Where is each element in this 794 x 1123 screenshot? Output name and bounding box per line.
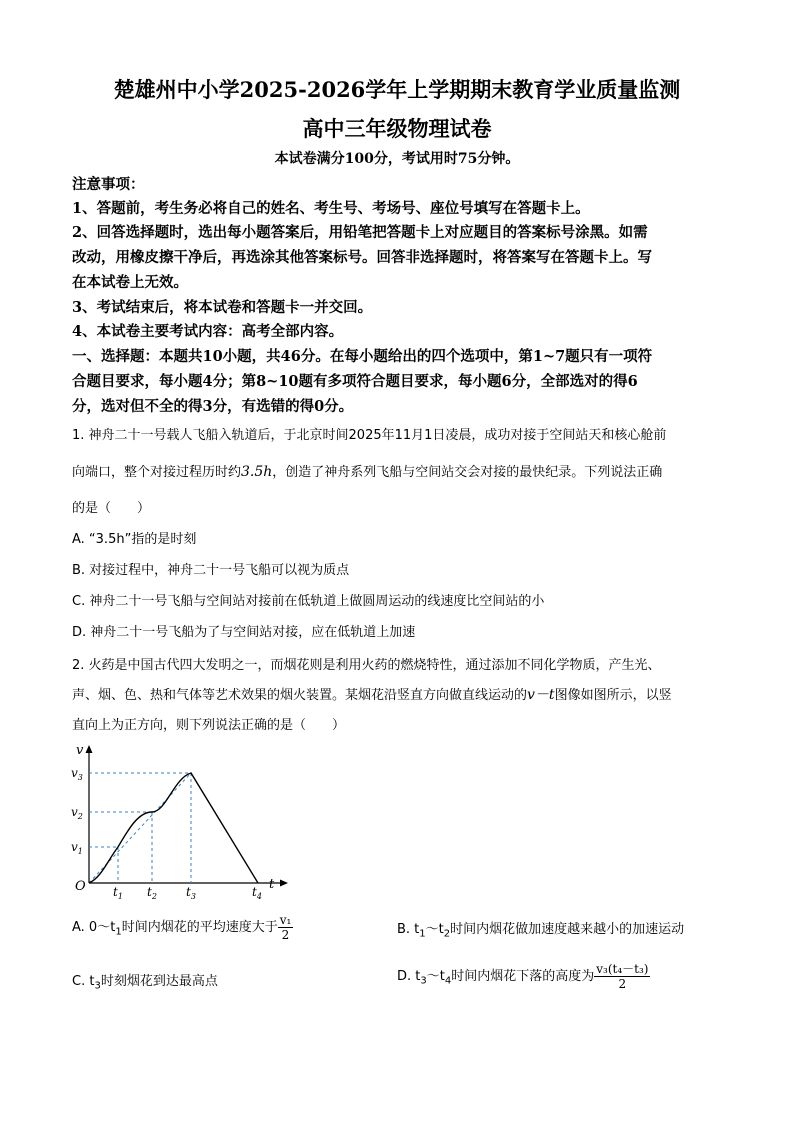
opt-d-text: D. t [397, 969, 421, 984]
v3-sub: 3 [77, 773, 83, 782]
t2-letter: t [147, 885, 152, 899]
q1-option-d: D. 神舟二十一号飞船为了与空间站对接，应在低轨道上加速 [72, 625, 416, 640]
guide-lines [89, 773, 191, 883]
v2-letter: v [71, 805, 78, 819]
q2-option-d [397, 962, 650, 991]
notes-heading: 注意事项： [72, 176, 145, 193]
q1-stem: 的是（ ） [72, 501, 151, 516]
fraction-v1-over-2 [278, 913, 294, 942]
t4-label [252, 885, 262, 900]
v-axis-arrow [86, 745, 93, 753]
section-instructions: 分，选对但不全的得3分，有选错的得0分。 [72, 398, 354, 415]
velocity-curve [89, 773, 258, 883]
q1-option-a: A. “3.5h”指的是时刻 [72, 532, 197, 547]
section-instructions: 一、选择题：本题共10小题，共46分。在每小题给出的四个选项中，第1~7题只有一项符 [72, 348, 653, 365]
q2-option-a [72, 913, 293, 942]
t3-letter: t [186, 885, 191, 899]
q2-stem: 2. 火药是中国古代四大发明之一，而烟花则是利用火药的燃烧特性，通过添加不同化学物质，产生光、 [72, 658, 661, 673]
frac-den: 2 [281, 928, 290, 942]
opt-d-sub1: 3 [420, 975, 427, 987]
t1-sub: 1 [117, 892, 123, 900]
note-line: 4、本试卷主要考试内容：高考全部内容。 [72, 323, 344, 340]
exam-title: 楚雄州中小学2025-2026学年上学期期末教育学业质量监测 [113, 77, 681, 102]
opt-a-sub: 1 [115, 926, 122, 938]
q2-option-b [397, 918, 684, 940]
opt-d-mid: ～t [426, 969, 445, 984]
note-line: 2、回答选择题时，选出每小题答案后，用铅笔把答题卡上对应题目的答案标号涂黑。如需 [72, 224, 648, 241]
q2-stem: 直向上为正方向，则下列说法正确的是（ ） [72, 718, 346, 733]
exam-subtitle: 高中三年级物理试卷 [302, 116, 492, 141]
opt-b-sub1: 1 [419, 928, 426, 940]
opt-b-text: B. t [397, 922, 420, 937]
v1-letter: v [71, 840, 78, 854]
note-line: 1、答题前，考生务必将自己的姓名、考生号、考场号、座位号填写在答题卡上。 [72, 200, 590, 217]
v3-label [71, 766, 83, 782]
q2-option-c [72, 970, 218, 992]
origin-label: O [75, 879, 86, 894]
opt-a-text2: 时间内烟花的平均速度大于 [121, 920, 278, 935]
frac-num: v₃(t₄－t₃) [596, 962, 649, 976]
opt-d-sub2: 4 [444, 975, 452, 987]
axis-v-label: v [76, 743, 84, 758]
q1-stem-part: ，创造了神舟系列飞船与空间站交会对接的最快纪录。下列说法正确 [272, 465, 663, 480]
t4-sub: 4 [256, 892, 262, 900]
q1-stem: 1. 神舟二十一号载人飞船入轨道后，于北京时间2025年11月1日凌晨，成功对接于空间站天和核心舱前 [72, 428, 667, 443]
opt-c-sub: 3 [94, 980, 101, 992]
fraction-height [594, 962, 650, 991]
q1-stem-part: 向端口，整个对接过程历时约 [72, 465, 242, 480]
v2-label [71, 805, 83, 821]
q1-option-b: B. 对接过程中，神舟二十一号飞船可以视为质点 [72, 563, 350, 578]
opt-c-text2: 时刻烟花到达最高点 [100, 974, 218, 989]
note-line: 改动，用橡皮擦干净后，再选涂其他答案标号。回答非选择题时，将答案写在答题卡上。写 [72, 249, 652, 266]
v3-letter: v [71, 766, 78, 780]
q1-duration: 3.5h [241, 464, 273, 480]
note-line: 在本试卷上无效。 [72, 274, 188, 291]
t1-letter: t [113, 885, 118, 899]
note-line: 3、考试结束后，将本试卷和答题卡一并交回。 [72, 299, 373, 316]
opt-b-mid: ～t [425, 922, 444, 937]
guide-diagonal [89, 773, 191, 883]
t-axis-arrow [280, 880, 288, 887]
opt-a-text: A. 0～t [72, 920, 116, 935]
v2-sub: 2 [77, 812, 83, 821]
section-instructions: 合题目要求，每小题4分；第8~10题有多项符合题目要求，每小题6分，全部选对的得6 [72, 373, 638, 390]
opt-b-sub2: 2 [443, 928, 451, 940]
q2-stem [72, 684, 672, 704]
frac-den: 2 [618, 977, 627, 991]
t1-label [113, 885, 123, 900]
q2-vt-symbol: v－t [527, 687, 555, 703]
t2-sub: 2 [151, 892, 157, 900]
axis-t-label: t [269, 877, 275, 892]
exam-meta: 本试卷满分100分，考试用时75分钟。 [274, 151, 520, 167]
t3-label [186, 885, 196, 900]
v1-sub: 1 [77, 847, 83, 856]
q2-stem-part: 声、烟、色、热和气体等艺术效果的烟火装置。某烟花沿竖直方向做直线运动的 [72, 688, 528, 703]
frac-num: v₁ [279, 913, 292, 927]
q2-stem-part: 图像如图所示，以竖 [554, 688, 672, 703]
t4-letter: t [252, 885, 257, 899]
t3-sub: 3 [190, 892, 196, 900]
t2-label [147, 885, 157, 900]
vt-graph [66, 740, 296, 900]
v1-label [71, 840, 83, 856]
opt-b-text2: 时间内烟花做加速度越来越小的加速运动 [450, 922, 685, 937]
q1-stem [72, 461, 662, 480]
opt-c-text: C. t [72, 974, 95, 989]
opt-d-text2: 时间内烟花下落的高度为 [451, 969, 595, 984]
q1-option-c: C. 神舟二十一号飞船与空间站对接前在低轨道上做圆周运动的线速度比空间站的小 [72, 594, 545, 609]
